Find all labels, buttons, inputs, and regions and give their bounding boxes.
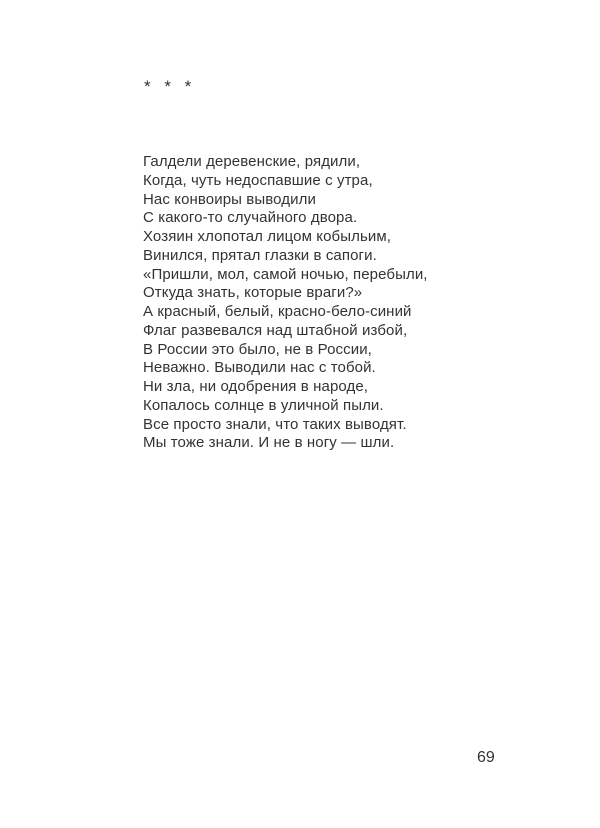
poem-line: Все просто знали, что таких выводят.	[143, 415, 407, 433]
poem-line: Мы тоже знали. И не в ногу — шли.	[143, 434, 395, 452]
poem-line: С какого-то случайного двора.	[143, 209, 358, 227]
page-number: 69	[477, 749, 495, 766]
poem-line: В России это было, не в России,	[143, 340, 372, 358]
poem-line: А красный, белый, красно-бело-синий	[143, 303, 412, 320]
poem-line: Флаг развевался над штабной избой,	[143, 321, 408, 339]
poem-line: Нас конвоиры выводили	[143, 190, 316, 208]
poem-line: Копалось солнце в уличной пыли.	[143, 396, 384, 414]
poem-line: Винился, прятал глазки в сапоги.	[143, 246, 377, 264]
poem-stanza	[143, 153, 428, 453]
poem-line: Откуда знать, которые враги?»	[143, 284, 363, 302]
poem-line: Галдели деревенские, рядили,	[143, 153, 361, 170]
poem-line: «Пришли, мол, самой ночью, перебыли,	[143, 265, 428, 283]
poem-separator-asterisks: * * *	[144, 77, 192, 96]
poem-line: Хозяин хлопотал лицом кобыльим,	[143, 228, 392, 245]
poem-line: Ни зла, ни одобрения в народе,	[143, 378, 369, 395]
poem-line: Неважно. Выводили нас с тобой.	[143, 359, 376, 377]
poem-line: Когда, чуть недоспавшие с утра,	[143, 171, 373, 189]
